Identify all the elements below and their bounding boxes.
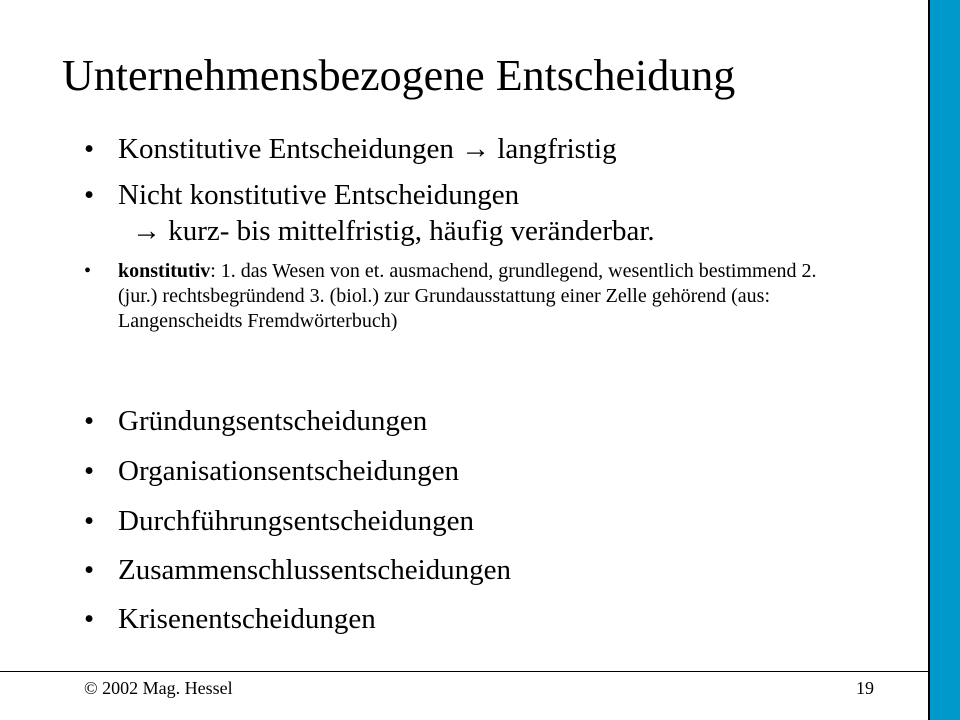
bullet-icon: • (84, 603, 95, 635)
bullet-icon: • (84, 505, 95, 537)
bullet-text (118, 177, 655, 249)
bullet-text: Krisenentscheidungen (118, 603, 376, 635)
footer-page-number: 19 (856, 678, 874, 698)
bullet-icon: • (84, 260, 92, 282)
definition-term: konstitutiv (118, 260, 211, 282)
bullet-text: Zusammenschlussentscheidungen (118, 554, 512, 586)
slide-title: Unternehmensbezogene Entscheidung (62, 51, 736, 100)
bullet-icon: • (84, 455, 95, 487)
definition-body: : 1. das Wesen von et. ausmachend, grundlegend, wesentlich bestimmend 2. (jur.) rechtsbegründend 3. (biol.) zur Grundausstattung einer Zelle gehörend (aus: Langenscheidts Fremdwörterbuch) (118, 260, 817, 332)
accent-sidebar (928, 0, 960, 720)
footer-divider (0, 671, 928, 672)
bullet-text: Gründungsentscheidungen (118, 405, 428, 437)
definition-text (118, 259, 818, 334)
bullet-icon: • (84, 133, 95, 165)
bullet-text: Durchführungsentscheidungen (118, 505, 474, 537)
bullet-icon: • (84, 554, 95, 586)
bullet-icon: • (84, 405, 95, 437)
bullet-text: Organisationsentscheidungen (118, 455, 459, 487)
bullet-icon: • (84, 179, 95, 211)
bullet-text-line: Nicht konstitutive Entscheidungen (118, 179, 520, 211)
bullet-text: Konstitutive Entscheidungen → langfristig (118, 133, 617, 165)
bullet-text-line-indented: → kurz- bis mittelfristig, häufig veränderbar. (132, 215, 655, 247)
footer-copyright: © 2002 Mag. Hessel (84, 678, 233, 698)
